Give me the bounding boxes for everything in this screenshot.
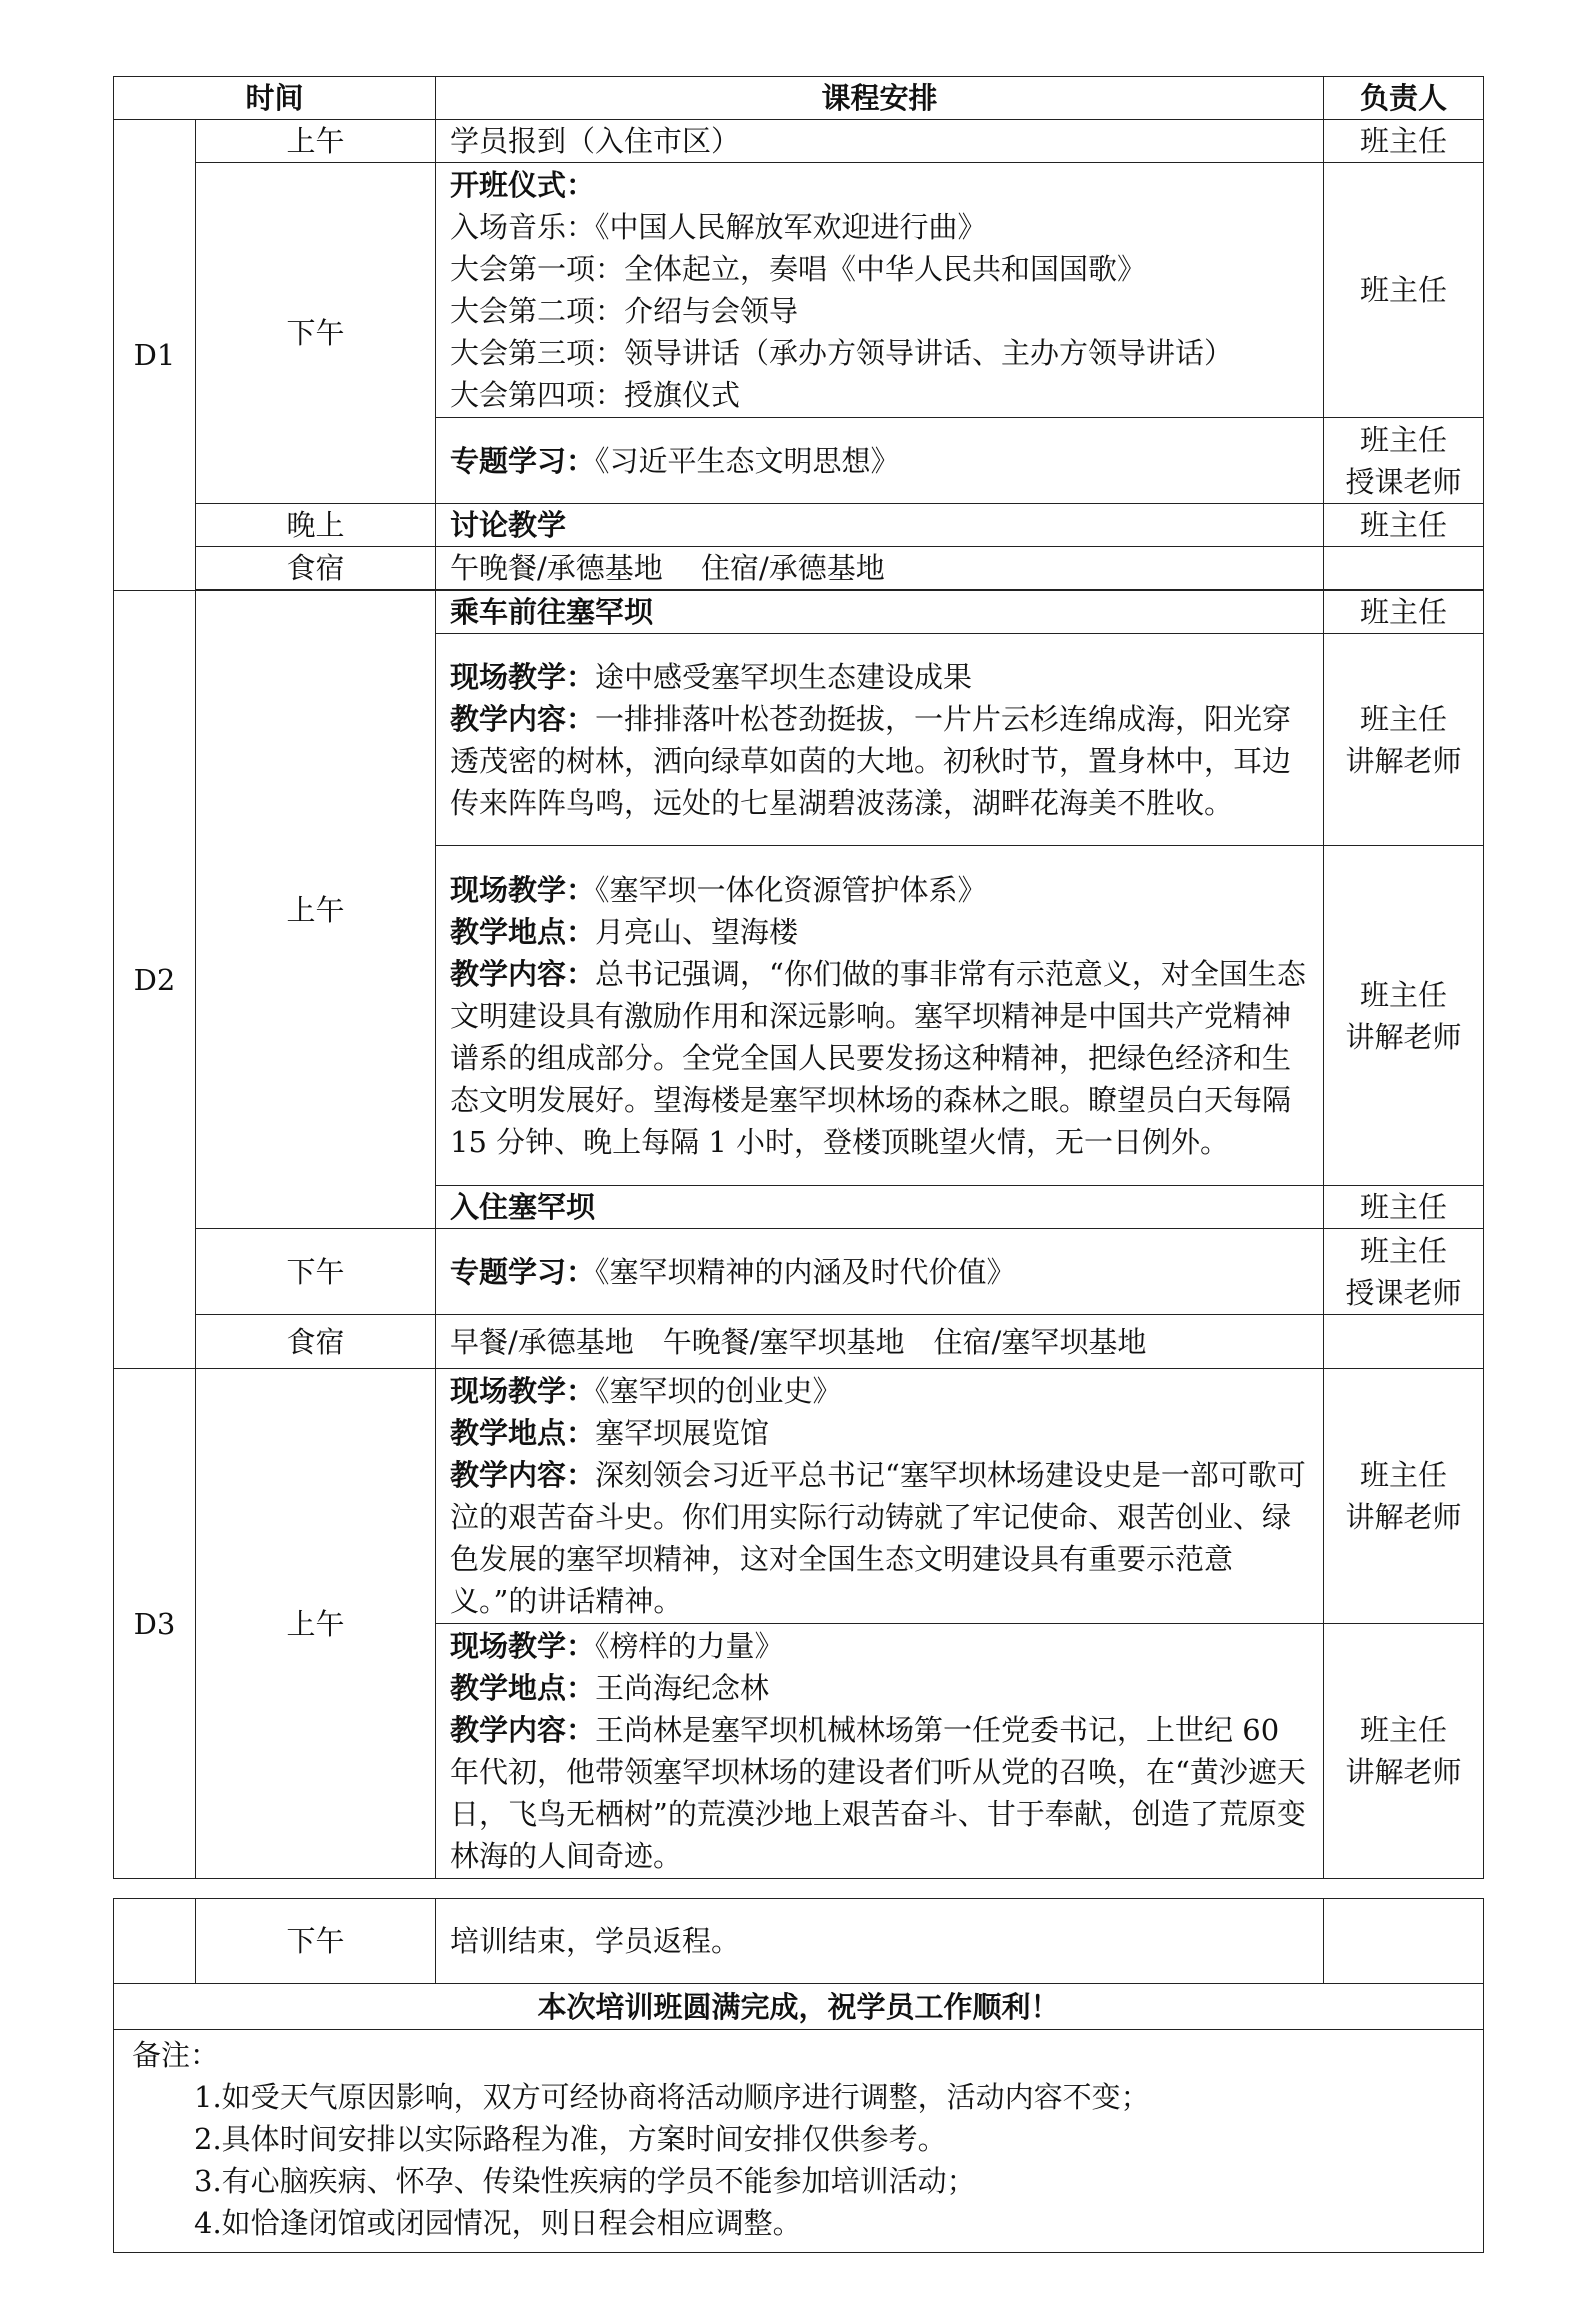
table-row bbox=[114, 1899, 1484, 1984]
d1-topic-study bbox=[436, 418, 1324, 504]
field-value: 总书记强调，“你们做的事非常有示范意义，对全国生态文明建设具有激励作用和深远影响。塞罕坝精神是中国共产党精神谱系的组成部分。全党全国人民要发扬这种精神，把绿色经济和生态文明发展好。望海楼是塞罕坝林场的森林之眼。瞭望员白天每隔 15 分钟、晚上每隔 1 小时，登楼顶眺望火情，无一日例外。 bbox=[450, 956, 1306, 1159]
table-row bbox=[114, 547, 1484, 590]
d2-site-teaching-1 bbox=[436, 634, 1324, 846]
owner-line: 班主任 bbox=[1360, 1713, 1448, 1747]
d1-am-activity: 学员报到（入住市区） bbox=[436, 120, 1324, 163]
field-value: 《榜样的力量》 bbox=[595, 1629, 784, 1663]
field-label: 现场教学： bbox=[450, 1374, 596, 1408]
d1-study-owner bbox=[1324, 418, 1484, 504]
note-item: 2.具体时间安排以实际路程为准，方案时间安排仅供参考。 bbox=[194, 2122, 947, 2156]
ceremony-line: 大会第一项：全体起立，奏唱《中华人民共和国国歌》 bbox=[450, 252, 1147, 286]
header-schedule: 课程安排 bbox=[436, 77, 1324, 120]
study-label: 专题学习： bbox=[450, 443, 596, 478]
period-pm: 下午 bbox=[196, 1899, 436, 1984]
period-am: 上午 bbox=[196, 591, 436, 1229]
d3-day-cell-continued bbox=[114, 1899, 196, 1984]
d2-checkin-owner: 班主任 bbox=[1324, 1186, 1484, 1229]
table-row bbox=[114, 120, 1484, 163]
owner-line: 讲解老师 bbox=[1345, 743, 1462, 778]
field-label: 教学内容： bbox=[450, 701, 596, 736]
study-text: 《塞罕坝精神的内涵及时代价值》 bbox=[595, 1254, 1016, 1289]
d1-lodging: 午晚餐/承德基地 住宿/承德基地 bbox=[436, 547, 1324, 590]
field-value: 《塞罕坝的创业史》 bbox=[595, 1374, 842, 1408]
field-value: 《塞罕坝一体化资源管护体系》 bbox=[595, 872, 987, 907]
field-value: 塞罕坝展览馆 bbox=[595, 1416, 770, 1450]
period-pm: 下午 bbox=[196, 163, 436, 504]
study-text: 《习近平生态文明思想》 bbox=[595, 443, 900, 478]
d3-site1-owner bbox=[1324, 1369, 1484, 1624]
owner-line: 授课老师 bbox=[1345, 1275, 1462, 1310]
d2-depart: 乘车前往塞罕坝 bbox=[436, 591, 1324, 634]
d2-lodging: 早餐/承德基地 午晚餐/塞罕坝基地 住宿/塞罕坝基地 bbox=[436, 1315, 1324, 1369]
field-label: 现场教学： bbox=[450, 1629, 596, 1663]
period-pm: 下午 bbox=[196, 1229, 436, 1315]
period-am: 上午 bbox=[196, 1369, 436, 1879]
d1-opening-ceremony bbox=[436, 163, 1324, 418]
d1-evening-activity: 讨论教学 bbox=[436, 504, 1324, 547]
owner-line: 讲解老师 bbox=[1345, 1755, 1462, 1789]
day-label-d2: D2 bbox=[114, 591, 196, 1369]
d3-site-teaching-2 bbox=[436, 1624, 1324, 1879]
d3-site-teaching-1 bbox=[436, 1369, 1324, 1624]
note-item: 4.如恰逢闭馆或闭园情况，则日程会相应调整。 bbox=[194, 2206, 802, 2240]
field-label: 现场教学： bbox=[450, 872, 596, 907]
closing-row bbox=[114, 1984, 1484, 2030]
field-label: 教学地点： bbox=[450, 1671, 596, 1705]
header-time: 时间 bbox=[114, 77, 436, 120]
table-row bbox=[114, 504, 1484, 547]
field-label: 教学内容： bbox=[450, 1713, 596, 1747]
field-value: 月亮山、望海楼 bbox=[595, 914, 799, 949]
period-lodging: 食宿 bbox=[196, 547, 436, 590]
note-item: 1.如受天气原因影响，双方可经协商将活动顺序进行调整，活动内容不变； bbox=[194, 2080, 1150, 2114]
period-evening: 晚上 bbox=[196, 504, 436, 547]
owner-line: 班主任 bbox=[1360, 977, 1448, 1012]
owner-line: 班主任 bbox=[1360, 1458, 1448, 1492]
table-row bbox=[114, 1315, 1484, 1369]
table-row bbox=[114, 591, 1484, 634]
field-label: 教学内容： bbox=[450, 956, 596, 991]
closing-message: 本次培训班圆满完成，祝学员工作顺利！ bbox=[114, 1984, 1484, 2030]
ceremony-line: 入场音乐：《中国人民解放军欢迎进行曲》 bbox=[450, 210, 987, 244]
notes-row bbox=[114, 2030, 1484, 2253]
d2-depart-owner: 班主任 bbox=[1324, 591, 1484, 634]
owner-line: 讲解老师 bbox=[1345, 1019, 1462, 1054]
study-label: 专题学习： bbox=[450, 1254, 596, 1289]
d3-site2-owner bbox=[1324, 1624, 1484, 1879]
schedule-table-continued bbox=[113, 1898, 1484, 2253]
ceremony-line: 大会第二项：介绍与会领导 bbox=[450, 294, 799, 328]
d3-pm-owner bbox=[1324, 1899, 1484, 1984]
period-am: 上午 bbox=[196, 120, 436, 163]
schedule-table bbox=[113, 76, 1484, 1879]
owner-line: 班主任 bbox=[1360, 1233, 1448, 1268]
field-value: 深刻领会习近平总书记“塞罕坝林场建设史是一部可歌可泣的艰苦奋斗史。你们用实际行动铸就了牢记使命、艰苦创业、绿色发展的塞罕坝精神，这对全国生态文明建设具有重要示范意义。”的讲话精神。 bbox=[450, 1458, 1306, 1618]
ceremony-title: 开班仪式： bbox=[450, 168, 596, 202]
owner-line: 授课老师 bbox=[1345, 464, 1462, 499]
owner-line: 班主任 bbox=[1360, 422, 1448, 457]
table-row bbox=[114, 1369, 1484, 1624]
d2-pm-owner bbox=[1324, 1229, 1484, 1315]
day-label-d1: D1 bbox=[114, 120, 196, 591]
d2-checkin: 入住塞罕坝 bbox=[436, 1186, 1324, 1229]
field-label: 教学地点： bbox=[450, 914, 596, 949]
field-label: 教学内容： bbox=[450, 1458, 596, 1492]
header-owner: 负责人 bbox=[1324, 77, 1484, 120]
period-lodging: 食宿 bbox=[196, 1315, 436, 1369]
day-label-d3: D3 bbox=[114, 1369, 196, 1879]
notes bbox=[114, 2030, 1484, 2253]
d2-site-teaching-2 bbox=[436, 846, 1324, 1186]
d2-site1-owner bbox=[1324, 634, 1484, 846]
field-label: 教学地点： bbox=[450, 1416, 596, 1450]
ceremony-line: 大会第四项：授旗仪式 bbox=[450, 378, 741, 412]
table-row bbox=[114, 1229, 1484, 1315]
field-value: 一排排落叶松苍劲挺拔，一片片云杉连绵成海，阳光穿透茂密的树林，洒向绿草如茵的大地。初秋时节，置身林中，耳边传来阵阵鸟鸣，远处的七星湖碧波荡漾，湖畔花海美不胜收。 bbox=[450, 701, 1292, 820]
table-row bbox=[114, 163, 1484, 418]
owner-line: 班主任 bbox=[1360, 701, 1448, 736]
d1-am-owner: 班主任 bbox=[1324, 120, 1484, 163]
field-label: 现场教学： bbox=[450, 659, 596, 694]
field-value: 王尚海纪念林 bbox=[595, 1671, 770, 1705]
d2-lodging-owner bbox=[1324, 1315, 1484, 1369]
notes-title: 备注： bbox=[132, 2038, 220, 2072]
note-item: 3.有心脑疾病、怀孕、传染性疾病的学员不能参加培训活动； bbox=[194, 2164, 976, 2198]
d2-topic-study bbox=[436, 1229, 1324, 1315]
field-value: 王尚林是塞罕坝机械林场第一任党委书记，上世纪 60 年代初，他带领塞罕坝林场的建设者们听从党的召唤，在“黄沙遮天日，飞鸟无栖树”的荒漠沙地上艰苦奋斗、甘于奉献，创造了荒原变林海的人间奇迹。 bbox=[450, 1713, 1306, 1873]
d1-evening-owner: 班主任 bbox=[1324, 504, 1484, 547]
d1-lodging-owner bbox=[1324, 547, 1484, 590]
d3-pm-activity: 培训结束，学员返程。 bbox=[436, 1899, 1324, 1984]
field-value: 途中感受塞罕坝生态建设成果 bbox=[595, 659, 973, 694]
d1-ceremony-owner: 班主任 bbox=[1324, 163, 1484, 418]
d2-site2-owner bbox=[1324, 846, 1484, 1186]
owner-line: 讲解老师 bbox=[1345, 1500, 1462, 1534]
ceremony-line: 大会第三项：领导讲话（承办方领导讲话、主办方领导讲话） bbox=[450, 336, 1234, 370]
table-header-row bbox=[114, 77, 1484, 120]
